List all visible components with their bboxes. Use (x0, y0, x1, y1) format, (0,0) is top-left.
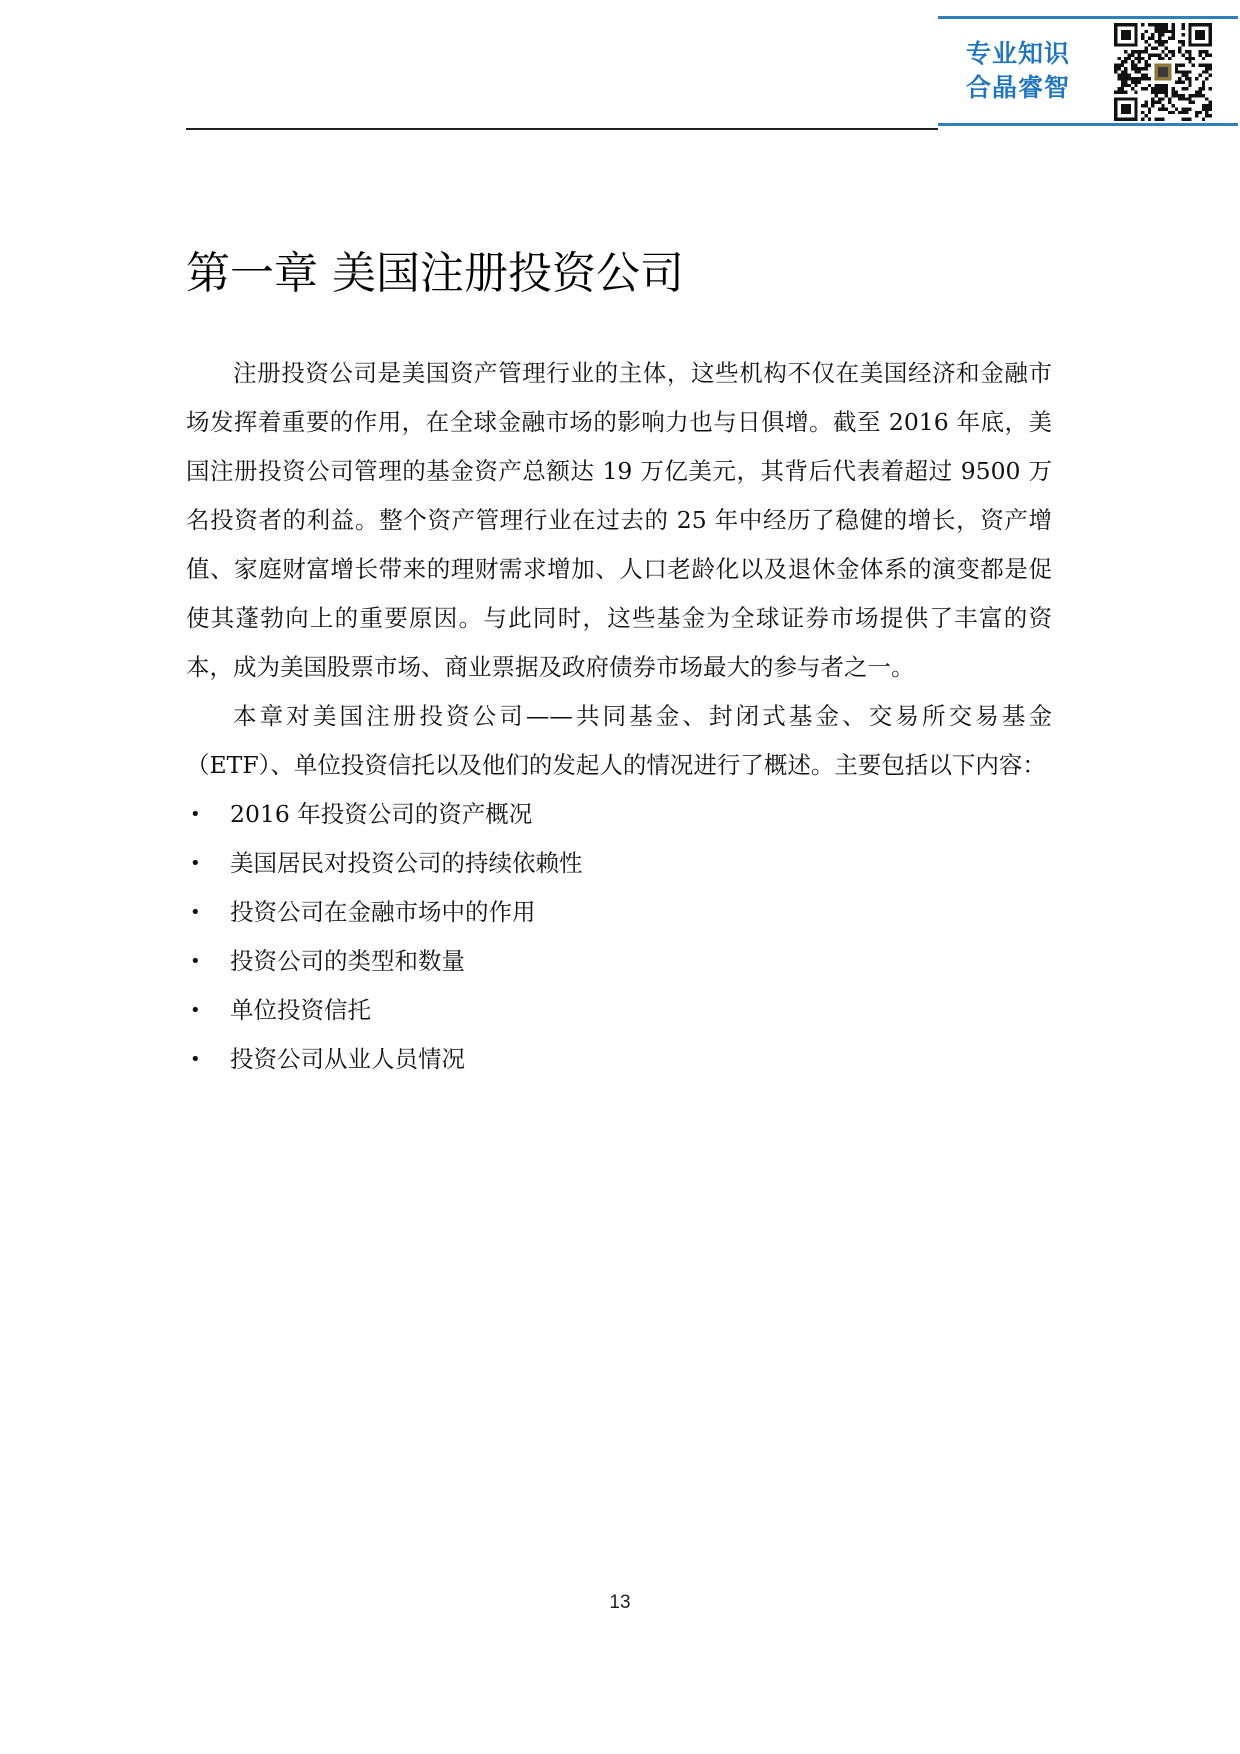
brand-slogan (966, 37, 1070, 105)
qr-code-icon (1114, 23, 1212, 121)
list-item: • 单位投资信托 (186, 986, 1052, 1035)
list-item: • 2016 年投资公司的资产概况 (186, 790, 1052, 839)
bullet-icon: • (190, 853, 201, 874)
list-item: • 投资公司在金融市场中的作用 (186, 888, 1052, 937)
chapter-title: 第一章 美国注册投资公司 (186, 248, 684, 299)
list-item: • 投资公司从业人员情况 (186, 1035, 1052, 1084)
bullet-icon: • (190, 804, 201, 825)
header-divider (186, 128, 938, 130)
bullet-icon: • (190, 951, 201, 972)
bullet-icon: • (190, 902, 201, 923)
bullet-icon: • (190, 1049, 201, 1070)
brand-header (938, 16, 1238, 126)
intro-paragraph: 注册投资公司是美国资产管理行业的主体，这些机构不仅在美国经济和金融市场发挥着重要的作用，在全球金融市场的影响力也与日俱增。截至 2016 年底，美国注册投资公司管理的基金资产总额达 19 万亿美元，其背后代表着超过 9500 万名投资者的利益。整个资产管理行业在过去的 25 年中经历了稳健的增长，资产增值、家庭财富增长带来的理财需求增加、人口老龄化以及退休金体系的演变都是促使其蓬勃向上的重要原因。与此同时，这些基金为全球证券市场提供了丰富的资本，成为美国股票市场、商业票据及政府债券市场最大的参与者之一。 (186, 359, 1052, 681)
topic-list (186, 790, 1052, 1084)
bullet-icon: • (190, 1000, 201, 1021)
slogan-line-2: 合晶睿智 (966, 73, 1071, 102)
overview-paragraph: 本章对美国注册投资公司——共同基金、封闭式基金、交易所交易基金（ETF）、单位投资信托以及他们的发起人的情况进行了概述。主要包括以下内容： (186, 702, 1052, 779)
list-item: • 美国居民对投资公司的持续依赖性 (186, 839, 1052, 888)
slogan-line-1: 专业知识 (966, 39, 1071, 68)
page-number: 13 (609, 1592, 631, 1613)
chapter-body (186, 349, 1052, 1084)
list-item: • 投资公司的类型和数量 (186, 937, 1052, 986)
